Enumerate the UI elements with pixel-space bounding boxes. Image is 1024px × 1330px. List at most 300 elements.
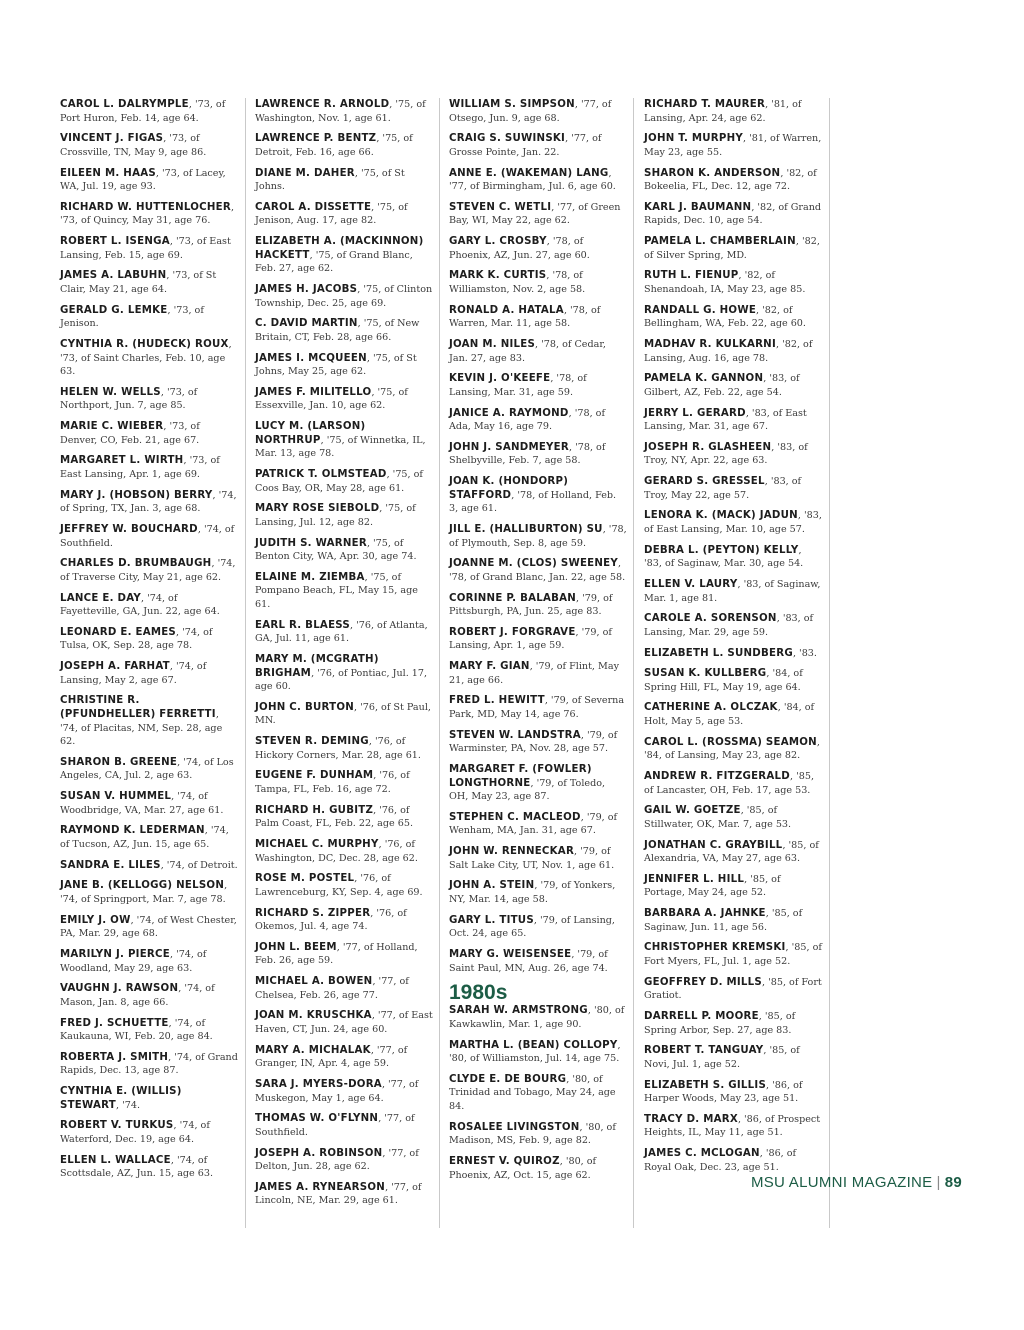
obituary-entry bbox=[449, 845, 627, 872]
magazine-name: MSU ALUMNI MAGAZINE bbox=[750, 1174, 933, 1191]
obituary-entry bbox=[449, 811, 627, 838]
obituary-name: MARK K. CURTIS bbox=[449, 270, 547, 282]
decade-heading: 1980s bbox=[449, 981, 508, 1005]
obituary-entry bbox=[60, 489, 238, 516]
obituary-entry bbox=[449, 132, 627, 159]
obituary-name: RANDALL G. HOWE bbox=[644, 304, 757, 316]
obituary-entry bbox=[60, 790, 238, 817]
obituary-entry bbox=[449, 441, 627, 468]
obituary-name: JENNIFER L. HILL bbox=[644, 873, 745, 885]
obituary-entry bbox=[60, 1085, 238, 1112]
obituary-details: , '74, of Grand Rapids, Dec. 13, age 87. bbox=[60, 1051, 238, 1077]
obituary-name: MARY J. (HOBSON) BERRY bbox=[60, 489, 213, 501]
obituary-entry bbox=[449, 729, 627, 756]
obituary-details: , '74, of Fayetteville, GA, Jun. 22, age 64. bbox=[60, 592, 220, 618]
obituary-name: JANICE A. RAYMOND bbox=[449, 407, 569, 419]
obituary-details: , '75, of Benton City, WA, Apr. 30, age 74. bbox=[255, 537, 417, 563]
obituary-name: JOAN M. NILES bbox=[449, 338, 536, 350]
obituary-entry bbox=[60, 338, 238, 379]
obituary-entry bbox=[60, 304, 238, 331]
obituary-details: , '82, of Silver Spring, MD. bbox=[644, 236, 820, 261]
obituary-entry bbox=[255, 653, 433, 694]
obituary-name: JAMES A. LABUHN bbox=[60, 270, 167, 282]
obituary-entry bbox=[644, 407, 822, 434]
obituary-details: , '74, of Woodland, May 29, age 63. bbox=[60, 948, 207, 974]
obituary-name: CAROLE A. SORENSON bbox=[644, 613, 777, 625]
obituary-name: CYNTHIA R. (HUDECK) ROUX bbox=[60, 338, 229, 350]
obituary-details: , '85, of Spring Arbor, Sep. 27, age 83. bbox=[644, 1011, 796, 1036]
obituary-details: , '77, of Delton, Jun. 28, age 62. bbox=[255, 1147, 419, 1173]
obituary-name: LENORA K. (MACK) JADUN bbox=[644, 510, 798, 522]
obituary-entry bbox=[449, 1155, 627, 1182]
obituary-entry bbox=[449, 269, 627, 296]
obituary-entry bbox=[644, 269, 822, 296]
obituary-entry bbox=[644, 701, 822, 728]
obituary-entry bbox=[644, 647, 822, 661]
obituary-details: , '76, of Pontiac, Jul. 17, age 60. bbox=[255, 667, 428, 693]
obituary-entry bbox=[449, 557, 627, 584]
obituary-name: GERALD G. LEMKE bbox=[60, 304, 168, 316]
obituary-details: , '77, of Green Bay, WI, May 22, age 62. bbox=[449, 201, 621, 227]
obituary-entry bbox=[255, 235, 433, 276]
obituary-details: , '74, of Tulsa, OK, Sep. 28, age 78. bbox=[60, 626, 213, 652]
obituary-details: , '78, of Shelbyville, Feb. 7, age 58. bbox=[449, 441, 606, 467]
obituary-name: JOANNE M. (CLOS) SWEENEY bbox=[449, 558, 618, 570]
obituary-details: , '74, of Waterford, Dec. 19, age 64. bbox=[60, 1120, 210, 1145]
obituary-name: MICHAEL A. BOWEN bbox=[255, 976, 373, 988]
obituary-name: JANE B. (KELLOGG) NELSON bbox=[60, 880, 225, 892]
obituary-name: LAWRENCE P. BENTZ bbox=[255, 133, 377, 145]
obituary-entry bbox=[449, 1121, 627, 1148]
obituary-name: JAMES H. JACOBS bbox=[255, 284, 358, 295]
obituary-details: , '74, of Placitas, NM, Sep. 28, age 62. bbox=[60, 708, 223, 748]
obituary-name: EILEEN M. HAAS bbox=[60, 167, 156, 179]
obituary-name: ELAINE M. ZIEMBA bbox=[255, 571, 365, 583]
obituary-entry bbox=[255, 537, 433, 564]
footer-separator: | bbox=[936, 1174, 941, 1191]
obituary-entry bbox=[644, 544, 822, 571]
obituary-details: , '73, of Lacey, WA, Jul. 19, age 93. bbox=[60, 167, 226, 193]
obituary-name: GEOFFREY D. MILLS bbox=[644, 976, 762, 988]
obituary-entry bbox=[255, 1181, 433, 1208]
obituary-name: SUSAN K. KULLBERG bbox=[644, 668, 767, 680]
column-divider bbox=[633, 98, 634, 1228]
obituary-entry bbox=[449, 914, 627, 941]
obituary-details: , '74, of Scottsdale, AZ, Jun. 15, age 63. bbox=[60, 1154, 214, 1180]
obituary-entry bbox=[255, 1112, 433, 1139]
obituary-name: GARY L. CROSBY bbox=[449, 236, 547, 248]
obituary-details: , '77, of East Haven, CT, Jun. 24, age 60. bbox=[255, 1010, 433, 1035]
obituary-name: LAWRENCE R. ARNOLD bbox=[255, 99, 390, 110]
obituary-entry bbox=[255, 352, 433, 379]
obituary-entry bbox=[60, 1017, 238, 1044]
obituary-details: , '78, of Holland, Feb. 3, age 61. bbox=[449, 489, 617, 515]
obituary-name: CATHERINE A. OLCZAK bbox=[644, 702, 778, 714]
obituary-name: ROBERT T. TANGUAY bbox=[644, 1045, 764, 1057]
obituary-name: ROBERT V. TURKUS bbox=[60, 1120, 174, 1132]
obituary-name: MARY F. GIAN bbox=[449, 661, 530, 673]
obituary-entry bbox=[644, 1113, 822, 1140]
obituary-name: JERRY L. GERARD bbox=[644, 407, 746, 419]
obituary-entry bbox=[60, 592, 238, 619]
obituary-details: , '75, of Essexville, Jan. 10, age 62. bbox=[255, 386, 408, 412]
obituary-details: , '83, of Troy, NY, Apr. 22, age 63. bbox=[644, 441, 808, 467]
obituary-name: ANNE E. (WAKEMAN) LANG bbox=[449, 167, 609, 179]
obituary-name: LEONARD E. EAMES bbox=[60, 626, 177, 638]
obituary-details: , '78, of Lansing, Mar. 31, age 59. bbox=[449, 373, 587, 398]
obituary-entry bbox=[644, 1010, 822, 1037]
obituary-name: MARY G. WEISENSEE bbox=[449, 948, 572, 960]
obituary-entry bbox=[60, 1051, 238, 1078]
obituary-entry bbox=[449, 948, 627, 975]
obituary-details: , '75, of Washington, Nov. 1, age 61. bbox=[255, 99, 426, 124]
obituary-details: , '74, of Woodbridge, VA, Mar. 27, age 61. bbox=[60, 791, 224, 816]
obituary-entry bbox=[60, 982, 238, 1009]
obituary-name: JOHN L. BEEM bbox=[255, 941, 337, 953]
obituary-name: VAUGHN J. RAWSON bbox=[60, 983, 179, 995]
obituary-name: SHARON B. GREENE bbox=[60, 756, 178, 768]
obituary-details: , '77, of Muskegon, May 1, age 64. bbox=[255, 1078, 419, 1104]
obituary-name: CAROL L. DALRYMPLE bbox=[60, 99, 189, 110]
obituary-details: , '77, of Southfield. bbox=[255, 1113, 415, 1138]
obituary-details: , '85, of Alexandria, VA, May 27, age 63. bbox=[644, 839, 819, 865]
obituary-details: , '73, of Crossville, TN, May 9, age 86. bbox=[60, 133, 207, 158]
obituary-name: JONATHAN C. GRAYBILL bbox=[644, 839, 783, 851]
obituary-details: , '82, of Bokeelia, FL, Dec. 12, age 72. bbox=[644, 167, 817, 193]
obituary-entry bbox=[255, 201, 433, 228]
obituary-entry bbox=[644, 235, 822, 262]
obituary-details: , '77, of Granger, IN, Apr. 4, age 59. bbox=[255, 1044, 408, 1070]
obituary-details: , '79, of Toledo, OH, May 23, age 87. bbox=[449, 777, 606, 803]
obituary-entry bbox=[644, 304, 822, 331]
obituary-details: , '80, of Trinidad and Tobago, May 24, age 84. bbox=[449, 1073, 616, 1112]
obituary-details: , '82, of Shenandoah, IA, May 23, age 85. bbox=[644, 270, 806, 295]
obituary-details: , '73, of Denver, CO, Feb. 21, age 67. bbox=[60, 421, 200, 446]
obituary-entry bbox=[255, 907, 433, 934]
obituary-details: , '74, of Tucson, AZ, Jun. 15, age 65. bbox=[60, 825, 229, 850]
obituary-name: STEVEN R. DEMING bbox=[255, 736, 369, 748]
obituary-name: FRED L. HEWITT bbox=[449, 695, 545, 707]
obituary-name: SARA J. MYERS-DORA bbox=[255, 1078, 382, 1090]
obituary-entry bbox=[255, 1044, 433, 1071]
obituary-details: , '84, of Spring Hill, FL, May 19, age 64. bbox=[644, 668, 803, 693]
obituary-name: EUGENE F. DUNHAM bbox=[255, 770, 374, 782]
obituary-name: ELIZABETH L. SUNDBERG bbox=[644, 647, 793, 659]
obituary-entry bbox=[644, 839, 822, 866]
obituary-details: , '76, of Lawrenceburg, KY, Sep. 4, age 69. bbox=[255, 873, 423, 898]
obituary-details: , '73, of Northport, Jun. 7, age 85. bbox=[60, 386, 198, 412]
obituary-details: , '78, of Warren, Mar. 11, age 58. bbox=[449, 304, 601, 330]
obituary-name: ELLEN L. WALLACE bbox=[60, 1154, 171, 1166]
obituary-name: STEPHEN C. MACLEOD bbox=[449, 811, 581, 823]
obituary-details: , '79, of Saint Paul, MN, Aug. 26, age 74. bbox=[449, 948, 608, 974]
obituary-details: , '79, of Flint, May 21, age 66. bbox=[449, 661, 619, 686]
obituary-details: , '73, of Saint Charles, Feb. 10, age 63. bbox=[60, 338, 232, 378]
obituary-name: RICHARD H. GUBITZ bbox=[255, 804, 374, 816]
obituary-name: CHRISTOPHER KREMSKI bbox=[644, 942, 786, 954]
obituary-entry bbox=[255, 420, 433, 461]
obituary-name: GARY L. TITUS bbox=[449, 914, 534, 926]
obituary-details: , '79, of Warminster, PA, Nov. 28, age 57. bbox=[449, 729, 618, 755]
obituary-entry bbox=[449, 879, 627, 906]
obituary-entry bbox=[644, 509, 822, 536]
obituary-name: JOAN M. KRUSCHKA bbox=[255, 1010, 372, 1022]
obituary-details: , '76, of St Paul, MN. bbox=[255, 701, 431, 727]
obituary-details: , '85, of Lancaster, OH, Feb. 17, age 53. bbox=[644, 771, 814, 796]
obituary-name: CRAIG S. SUWINSKI bbox=[449, 133, 566, 145]
obituary-details: , '85, of Stillwater, OK, Mar. 7, age 53. bbox=[644, 805, 792, 830]
obituary-entry bbox=[449, 1004, 627, 1031]
obituary-details: , '76, of Okemos, Jul. 4, age 74. bbox=[255, 907, 407, 933]
obituary-column-4 bbox=[644, 98, 822, 1181]
obituary-details: , '85, of Novi, Jul. 1, age 52. bbox=[644, 1045, 800, 1070]
obituary-details: , '83. bbox=[792, 647, 817, 659]
obituary-details: , '75, of Winnetka, IL, Mar. 13, age 78. bbox=[255, 434, 426, 460]
obituary-details: , '83, of Troy, May 22, age 57. bbox=[644, 476, 802, 501]
obituary-name: SARAH W. ARMSTRONG bbox=[449, 1005, 588, 1017]
obituary-name: ROBERT L. ISENGA bbox=[60, 236, 170, 248]
obituary-details: , '74, of Kaukauna, WI, Feb. 20, age 84. bbox=[60, 1017, 213, 1043]
obituary-name: JAMES A. RYNEARSON bbox=[255, 1181, 386, 1193]
obituary-name: MARTHA L. (BEAN) COLLOPY bbox=[449, 1039, 618, 1051]
obituary-details: , '84, of Holt, May 5, age 53. bbox=[644, 702, 815, 728]
obituary-name: WILLIAM S. SIMPSON bbox=[449, 99, 575, 110]
obituary-details: , '73, of St Clair, May 21, age 64. bbox=[60, 270, 217, 295]
obituary-details: , '76, of Tampa, FL, Feb. 16, age 72. bbox=[255, 770, 410, 796]
obituary-details: , '81, of Lansing, Apr. 24, age 62. bbox=[644, 99, 802, 124]
obituary-details: , '83, of Saginaw, Mar. 1, age 81. bbox=[644, 578, 821, 604]
obituary-name: RUTH L. FIENUP bbox=[644, 270, 739, 282]
obituary-entry bbox=[255, 769, 433, 796]
obituary-entry bbox=[644, 873, 822, 900]
obituary-name: C. DAVID MARTIN bbox=[255, 318, 358, 330]
obituary-details: , '74, of Detroit. bbox=[160, 859, 238, 871]
obituary-entry bbox=[449, 98, 627, 125]
obituary-name: KARL J. BAUMANN bbox=[644, 201, 752, 213]
obituary-name: MARGARET L. WIRTH bbox=[60, 455, 184, 467]
obituary-name: RAYMOND K. LEDERMAN bbox=[60, 825, 205, 837]
obituary-entry bbox=[644, 770, 822, 797]
obituary-name: JOAN K. (HONDORP) STAFFORD bbox=[449, 476, 569, 501]
obituary-details: , '79, of Lansing, Oct. 24, age 65. bbox=[449, 914, 615, 940]
obituary-name: JAMES C. MCLOGAN bbox=[644, 1148, 760, 1160]
obituary-name: JOHN T. MURPHY bbox=[644, 133, 743, 145]
obituary-entry bbox=[255, 571, 433, 612]
obituary-details: , '83, of Gilbert, AZ, Feb. 22, age 54. bbox=[644, 373, 800, 398]
obituary-details: , '77, of Holland, Feb. 26, age 59. bbox=[255, 941, 418, 967]
obituary-name: CLYDE E. DE BOURG bbox=[449, 1073, 567, 1085]
obituary-details: , '76, of Atlanta, GA, Jul. 11, age 61. bbox=[255, 619, 428, 645]
obituary-details: , '74, of Traverse City, May 21, age 62. bbox=[60, 558, 236, 583]
obituary-details: , '74, of Springport, Mar. 7, age 78. bbox=[60, 880, 228, 905]
obituary-name: ERNEST V. QUIROZ bbox=[449, 1155, 560, 1167]
obituary-entry bbox=[255, 1009, 433, 1036]
obituary-details: , '83, of Saginaw, Mar. 30, age 54. bbox=[644, 544, 804, 570]
obituary-entry bbox=[60, 756, 238, 783]
obituary-name: DARRELL P. MOORE bbox=[644, 1011, 759, 1022]
obituary-name: JOHN A. STEIN bbox=[449, 880, 535, 892]
obituary-name: RICHARD T. MAURER bbox=[644, 99, 766, 110]
obituary-details: , '80, of Kawkawlin, Mar. 1, age 90. bbox=[449, 1005, 625, 1030]
obituary-details: , '84, of Lansing, May 23, age 82. bbox=[644, 736, 820, 762]
obituary-details: , '73, of Jenison. bbox=[60, 304, 204, 330]
obituary-details: , '79, of Pittsburgh, PA, Jun. 25, age 83. bbox=[449, 592, 613, 618]
obituary-details: , '75, of New Britain, CT, Feb. 28, age 66. bbox=[255, 318, 420, 343]
obituary-details: , '85, of Portage, May 24, age 52. bbox=[644, 873, 781, 899]
obituary-name: ROSE M. POSTEL bbox=[255, 873, 355, 885]
obituary-name: PAMELA K. GANNON bbox=[644, 373, 764, 385]
obituary-details: , '73, of Quincy, May 31, age 76. bbox=[60, 201, 235, 227]
obituary-entry bbox=[255, 1147, 433, 1174]
obituary-entry bbox=[644, 612, 822, 639]
obituary-entry bbox=[449, 523, 627, 550]
obituary-entry bbox=[255, 735, 433, 762]
obituary-name: MARILYN J. PIERCE bbox=[60, 948, 170, 960]
obituary-entry bbox=[60, 824, 238, 851]
obituary-details: , '74, of Los Angeles, CA, Jul. 2, age 63. bbox=[60, 756, 234, 782]
obituary-name: SUSAN V. HUMMEL bbox=[60, 791, 172, 803]
obituary-name: ELIZABETH A. (MACKINNON) HACKETT bbox=[255, 236, 424, 261]
obituary-entry bbox=[644, 1079, 822, 1106]
obituary-name: GAIL W. GOETZE bbox=[644, 805, 741, 817]
obituary-entry bbox=[255, 804, 433, 831]
obituary-details: , '80, of Phoenix, AZ, Oct. 15, age 62. bbox=[449, 1155, 597, 1181]
obituary-details: , '78, of Phoenix, AZ, Jun. 27, age 60. bbox=[449, 236, 590, 261]
obituary-entry bbox=[60, 1119, 238, 1146]
obituary-details: , '75, of Lansing, Jul. 12, age 82. bbox=[255, 503, 416, 528]
obituary-name: LUCY M. (LARSON) NORTHRUP bbox=[255, 421, 366, 446]
obituary-details: , '73, of East Lansing, Apr. 1, age 69. bbox=[60, 455, 220, 480]
obituary-name: MARIE C. WIEBER bbox=[60, 421, 164, 433]
obituary-entry bbox=[255, 941, 433, 968]
obituary-name: KEVIN J. O'KEEFE bbox=[449, 373, 551, 385]
obituary-entry bbox=[255, 502, 433, 529]
obituary-entry bbox=[449, 763, 627, 804]
obituary-entry bbox=[255, 98, 433, 125]
obituary-name: PAMELA L. CHAMBERLAIN bbox=[644, 236, 796, 248]
obituary-entry bbox=[449, 201, 627, 228]
obituary-name: RONALD A. HATALA bbox=[449, 304, 564, 316]
obituary-entry bbox=[449, 694, 627, 721]
obituary-entry bbox=[60, 557, 238, 584]
obituary-entry bbox=[60, 98, 238, 125]
obituary-details: , '79, of Yonkers, NY, Mar. 14, age 58. bbox=[449, 880, 616, 905]
obituary-name: FRED J. SCHUETTE bbox=[60, 1017, 169, 1029]
obituary-entry bbox=[60, 879, 238, 906]
obituary-entry bbox=[644, 132, 822, 159]
obituary-name: CAROL A. DISSETTE bbox=[255, 201, 372, 213]
obituary-entry bbox=[60, 201, 238, 228]
obituary-details: , '73, of Port Huron, Feb. 14, age 64. bbox=[60, 99, 226, 124]
obituary-column-3 bbox=[449, 98, 627, 1189]
obituary-entry bbox=[60, 386, 238, 413]
obituary-details: , '77, of Grosse Pointe, Jan. 22. bbox=[449, 133, 602, 158]
obituary-name: JEFFREY W. BOUCHARD bbox=[60, 523, 198, 535]
obituary-name: ELLEN V. LAURY bbox=[644, 578, 738, 590]
obituary-name: CYNTHIA E. (WILLIS) STEWART bbox=[60, 1086, 182, 1111]
obituary-entry bbox=[644, 907, 822, 934]
obituary-entry bbox=[644, 441, 822, 468]
obituary-entry bbox=[60, 167, 238, 194]
obituary-entry bbox=[255, 283, 433, 310]
obituary-details: , '81, of Warren, May 23, age 55. bbox=[644, 133, 822, 158]
obituary-name: LANCE E. DAY bbox=[60, 592, 142, 604]
obituary-name: HELEN W. WELLS bbox=[60, 386, 161, 398]
obituary-details: , '74, of Mason, Jan. 8, age 66. bbox=[60, 983, 215, 1008]
obituary-name: JAMES F. MILITELLO bbox=[255, 386, 372, 398]
obituary-entry bbox=[255, 872, 433, 899]
obituary-entry bbox=[255, 386, 433, 413]
obituary-entry bbox=[644, 976, 822, 1003]
obituary-details: , '78, of Grand Blanc, Jan. 22, age 58. bbox=[449, 558, 626, 583]
obituary-entry bbox=[60, 1154, 238, 1181]
obituary-name: MARY ROSE SIEBOLD bbox=[255, 503, 380, 515]
obituary-name: MICHAEL C. MURPHY bbox=[255, 839, 379, 850]
obituary-name: ROBERTA J. SMITH bbox=[60, 1051, 169, 1063]
obituary-entry bbox=[449, 372, 627, 399]
obituary-entry bbox=[255, 619, 433, 646]
obituary-details: , '77, of Chelsea, Feb. 26, age 77. bbox=[255, 976, 409, 1001]
obituary-name: SHARON K. ANDERSON bbox=[644, 167, 781, 179]
obituary-details: , '76, of Hickory Corners, Mar. 28, age 61. bbox=[255, 736, 421, 761]
obituary-details: , '75, of Jenison, Aug. 17, age 82. bbox=[255, 201, 408, 227]
obituary-details: , '80, of Williamston, Jul. 14, age 75. bbox=[449, 1039, 621, 1065]
obituary-entry bbox=[449, 475, 627, 516]
obituary-details: , '85, of Saginaw, Jun. 11, age 56. bbox=[644, 908, 803, 933]
obituary-entry bbox=[644, 1147, 822, 1174]
obituary-entry bbox=[449, 407, 627, 434]
obituary-name: JOHN W. RENNECKAR bbox=[449, 846, 575, 858]
obituary-details: , '78, of Ada, May 16, age 79. bbox=[449, 407, 605, 433]
obituary-name: CAROL L. (ROSSMA) SEAMON bbox=[644, 736, 817, 748]
obituary-name: THOMAS W. O'FLYNN bbox=[255, 1113, 379, 1125]
obituary-name: JAMES I. MCQUEEN bbox=[255, 352, 367, 364]
obituary-entry bbox=[449, 1073, 627, 1114]
obituary-entry bbox=[255, 317, 433, 344]
obituary-entry bbox=[644, 475, 822, 502]
obituary-details: , '85, of Fort Gratiot. bbox=[644, 976, 822, 1002]
obituary-entry bbox=[60, 694, 238, 748]
obituary-entry bbox=[60, 914, 238, 941]
obituary-entry bbox=[60, 269, 238, 296]
obituary-details: , '83, of East Lansing, Mar. 31, age 67. bbox=[644, 407, 807, 433]
obituary-name: VINCENT J. FIGAS bbox=[60, 133, 164, 145]
obituary-entry bbox=[449, 1039, 627, 1066]
obituary-details: , '77, of Birmingham, Jul. 6, age 60. bbox=[449, 167, 616, 193]
obituary-name: STEVEN W. LANDSTRA bbox=[449, 729, 581, 741]
obituary-details: , '86, of Harper Woods, May 23, age 51. bbox=[644, 1079, 803, 1105]
obituary-name: EMILY J. OW bbox=[60, 914, 131, 926]
obituary-details: , '74. bbox=[116, 1099, 140, 1111]
obituary-details: , '76, of Washington, DC, Dec. 28, age 62. bbox=[255, 839, 418, 864]
obituary-name: ELIZABETH S. GILLIS bbox=[644, 1079, 767, 1091]
obituary-entry bbox=[255, 468, 433, 495]
obituary-entry bbox=[60, 626, 238, 653]
obituary-entry bbox=[644, 578, 822, 605]
column-divider bbox=[439, 98, 440, 1228]
obituary-entry bbox=[449, 626, 627, 653]
obituary-column-2 bbox=[255, 98, 433, 1215]
obituary-details: , '79, of Salt Lake City, UT, Nov. 1, age 61. bbox=[449, 846, 615, 871]
obituary-details: , '82, of Grand Rapids, Dec. 10, age 54. bbox=[644, 201, 822, 227]
obituary-entry bbox=[644, 667, 822, 694]
obituary-name: MARY A. MICHALAK bbox=[255, 1044, 371, 1056]
obituary-name: CHRISTINE R. (PFUNDHELLER) FERRETTI bbox=[60, 695, 216, 720]
obituary-details: , '75, of Detroit, Feb. 16, age 66. bbox=[255, 133, 413, 158]
obituary-entry bbox=[449, 167, 627, 194]
obituary-name: ROBERT J. FORGRAVE bbox=[449, 626, 576, 638]
obituary-details: , '73, of East Lansing, Feb. 15, age 69. bbox=[60, 236, 231, 261]
